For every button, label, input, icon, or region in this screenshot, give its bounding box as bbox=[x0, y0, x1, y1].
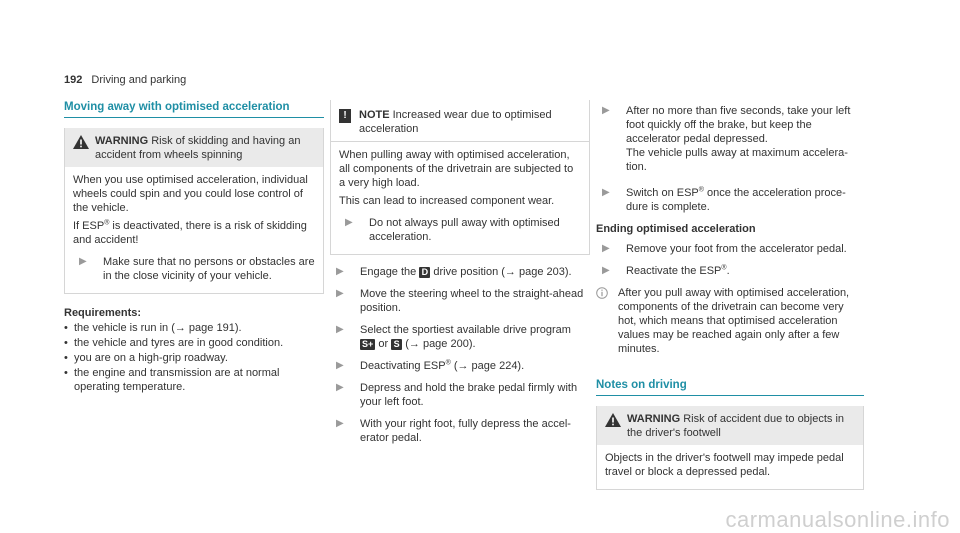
bullet-icon: • bbox=[64, 322, 68, 334]
step-item: ▶ Reactivate the ESP®. bbox=[602, 264, 730, 277]
section-name: Driving and parking bbox=[91, 74, 187, 86]
warning-triangle-icon bbox=[605, 413, 621, 427]
requirements-title: Requirements: bbox=[64, 307, 142, 319]
step-item: ▶ Select the sportiest available drive program S+ or S (→ page 200). bbox=[336, 324, 571, 350]
step-item: ▶ Engage the D drive position (→ page 203). bbox=[336, 266, 572, 278]
step-item: ▶ With your right foot, fully depress the accelerator pedal. bbox=[336, 418, 571, 444]
warning-triangle-icon bbox=[73, 135, 89, 149]
step-arrow-icon: ▶ bbox=[336, 418, 344, 429]
note-step: ▶ Do not always pull away with optimised acceleration. bbox=[345, 217, 560, 243]
note-heading: Increased wear due to optimised acceleration bbox=[359, 109, 552, 135]
warning-step: ▶ Make sure that no persons or obstacles are in the close vicinity of your vehicle. bbox=[79, 256, 315, 282]
step-item: ▶ Move the steering wheel to the straight-ahead position. bbox=[336, 288, 584, 314]
info-note: After you pull away with optimised acceleration, components of the drivetrain can become very hot, which means that optimised acceleration values may be reached again only after a few minutes. bbox=[596, 286, 864, 356]
warning-label: WARNING bbox=[627, 413, 681, 425]
step-result: The vehicle pulls away at maximum acceleration. bbox=[626, 147, 848, 173]
step-arrow-icon: ▶ bbox=[336, 382, 344, 393]
step-item: ▶ Deactivating ESP® (→ page 224). bbox=[336, 359, 525, 372]
step-arrow-icon: ▶ bbox=[336, 266, 344, 277]
warning-body bbox=[597, 445, 863, 489]
info-icon bbox=[596, 287, 608, 299]
note-box bbox=[330, 100, 590, 255]
steps-list bbox=[330, 265, 590, 445]
warning-body bbox=[65, 167, 323, 293]
warning-label: WARNING bbox=[95, 135, 149, 147]
note-para: This can lead to increased component wear. bbox=[339, 195, 555, 207]
warning-header bbox=[65, 128, 323, 167]
step-item: ▶ Depress and hold the brake pedal firmly with your left foot. bbox=[336, 382, 578, 408]
step-arrow-icon: ▶ bbox=[345, 217, 353, 228]
drive-position-d-icon: D bbox=[419, 267, 430, 278]
list-item: • you are on a high-grip roadway. bbox=[64, 352, 228, 364]
note-para: When pulling away with optimised acceleration, all components of the drivetrain are subjected to a very high load. bbox=[339, 149, 574, 189]
section-title: Notes on driving bbox=[596, 378, 864, 396]
list-item: • the engine and transmission are at normal operating temperature. bbox=[64, 367, 280, 393]
warning-box bbox=[64, 128, 324, 294]
step-arrow-icon: ▶ bbox=[602, 265, 610, 276]
step-arrow-icon: ▶ bbox=[602, 187, 610, 198]
step-arrow-icon: ▶ bbox=[79, 256, 87, 267]
warning-para: When you use optimised acceleration, individual wheels could spin and you could lose control of the vehicle. bbox=[73, 174, 308, 214]
note-body bbox=[331, 141, 589, 254]
column-3 bbox=[596, 104, 864, 490]
page-header bbox=[64, 73, 186, 87]
list-item: • the vehicle is run in (→ page 191). bbox=[64, 322, 242, 334]
column-1 bbox=[64, 100, 324, 394]
step-item: ▶ Remove your foot from the accelerator pedal. bbox=[602, 243, 847, 255]
sport-icon: S bbox=[391, 339, 402, 350]
step-arrow-icon: ▶ bbox=[336, 288, 344, 299]
warning-para: If ESP® is deactivated, there is a risk of skidding and accident! bbox=[73, 219, 307, 246]
warning-para: Objects in the driver's footwell may impede pedal travel or block a depressed pedal. bbox=[605, 452, 844, 478]
sport-plus-icon: S+ bbox=[362, 338, 374, 349]
section-title: Moving away with optimised acceleration bbox=[64, 100, 324, 118]
note-label: NOTE bbox=[359, 109, 390, 121]
warning-heading: Risk of accident due to objects in the driver's footwell bbox=[627, 413, 845, 439]
requirements-list bbox=[64, 321, 324, 394]
watermark: carmanualsonline.info bbox=[725, 507, 950, 532]
step-item: ▶ Switch on ESP® once the acceleration procedure is complete. bbox=[602, 186, 846, 213]
warning-header bbox=[597, 406, 863, 445]
warning-heading: Risk of skidding and having an accident from wheels spinning bbox=[95, 135, 301, 161]
note-header bbox=[331, 100, 589, 141]
warning-box bbox=[596, 406, 864, 490]
bullet-icon: • bbox=[64, 337, 68, 349]
step-arrow-icon: ▶ bbox=[602, 243, 610, 254]
note-icon: ! bbox=[339, 109, 351, 123]
bullet-icon: • bbox=[64, 352, 68, 364]
step-arrow-icon: ▶ bbox=[336, 324, 344, 335]
step-arrow-icon: ▶ bbox=[336, 360, 344, 371]
page-number: 192 bbox=[64, 74, 83, 86]
ending-title: Ending optimised acceleration bbox=[596, 223, 756, 235]
step-arrow-icon: ▶ bbox=[602, 105, 610, 116]
step-item: ▶ After no more than five seconds, take your left foot quickly off the brake, but keep the accelerator pedal depressed. The vehicle pulls away at maximum acceleration. bbox=[602, 105, 851, 173]
list-item: • the vehicle and tyres are in good condition. bbox=[64, 337, 284, 349]
column-2 bbox=[330, 100, 590, 453]
bullet-icon: • bbox=[64, 367, 68, 379]
